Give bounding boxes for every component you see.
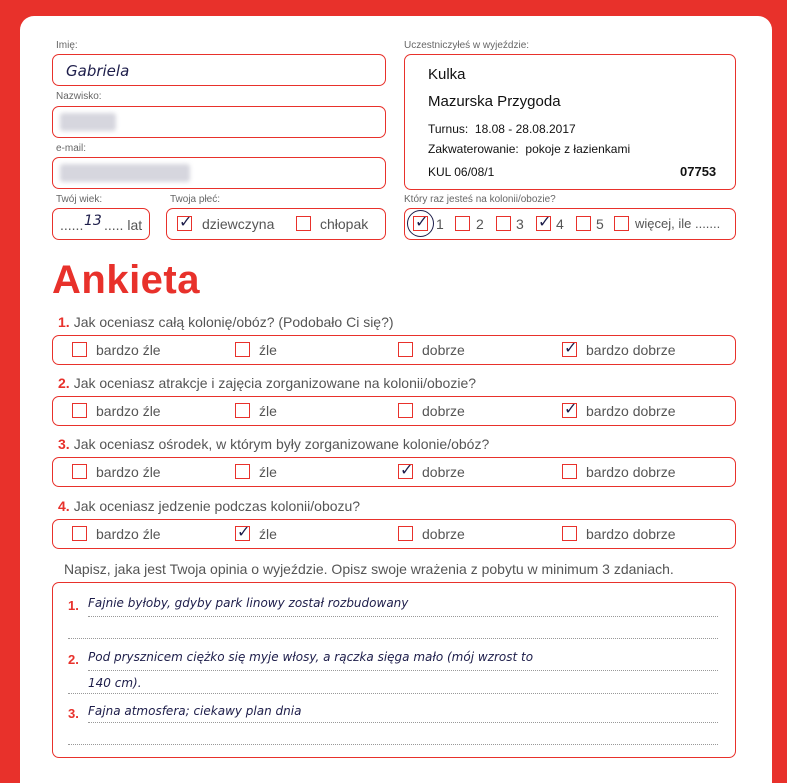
question-text: Jak oceniasz całą kolonię/obóz? (Podobało Ci się?) (73, 314, 394, 330)
times-2-label: 2 (476, 216, 484, 232)
rating-checkbox-q4-3[interactable] (398, 526, 413, 541)
gender-boy-checkbox[interactable] (296, 216, 311, 231)
gender-label: Twoja płeć: (170, 194, 221, 205)
survey-title: Ankieta (52, 258, 200, 302)
trip-turnus (428, 122, 576, 136)
gender-girl-checkbox[interactable] (177, 212, 193, 231)
times-4-label: 4 (556, 216, 564, 232)
rating-label: bardzo źle (96, 403, 161, 419)
rating-checkbox-q1-2[interactable] (235, 342, 250, 357)
question-2 (58, 375, 476, 391)
question-4 (58, 498, 360, 514)
question-number: 1. (58, 314, 70, 330)
opinion-rule (88, 670, 718, 671)
opinion-line-3-number: 3. (68, 706, 79, 721)
rating-checkbox-q2-1[interactable] (72, 403, 87, 418)
rating-label: bardzo dobrze (586, 526, 676, 542)
turnus-value: 18.08 - 28.08.2017 (474, 122, 576, 136)
opinion-line-1-number: 1. (68, 598, 79, 613)
tick-mark: ✓ (564, 399, 578, 418)
rating-label: dobrze (422, 464, 465, 480)
question-3 (58, 436, 489, 452)
times-2-checkbox[interactable] (455, 216, 470, 231)
email-label: e-mail: (56, 143, 87, 154)
times-5-label: 5 (596, 216, 604, 232)
times-5-checkbox[interactable] (576, 216, 591, 231)
trip-number: 07753 (680, 164, 717, 179)
question-number: 3. (58, 436, 70, 452)
rating-checkbox-q2-3[interactable] (398, 403, 413, 418)
times-more-checkbox[interactable] (614, 216, 629, 231)
trip-label: Uczestniczyłeś w wyjeździe: (404, 40, 530, 51)
rating-checkbox-q1-1[interactable] (72, 342, 87, 357)
rating-checkbox-q1-4[interactable] (562, 338, 578, 357)
rating-label: źle (259, 526, 277, 542)
rating-checkbox-q4-2[interactable] (235, 522, 251, 541)
opinion-line-2-number: 2. (68, 652, 79, 667)
tick-mark: ✓ (179, 212, 193, 231)
rating-checkbox-q2-2[interactable] (235, 403, 250, 418)
opinion-rule (88, 722, 718, 723)
rating-label: bardzo źle (96, 526, 161, 542)
tick-mark: ✓ (400, 460, 414, 479)
trip-code: KUL 06/08/1 (428, 165, 495, 179)
rating-checkbox-q3-3[interactable] (398, 460, 414, 479)
gender-girl-label: dziewczyna (202, 216, 275, 232)
age-value: 13 (84, 213, 102, 229)
tick-mark: ✓ (237, 522, 251, 541)
opinion-prompt: Napisz, jaka jest Twoja opinia o wyjeździe. Opisz swoje wrażenia z pobytu w minimum 3 zdaniach. (64, 561, 674, 577)
rating-checkbox-q3-4[interactable] (562, 464, 577, 479)
rating-label: bardzo źle (96, 342, 161, 358)
opinion-line-3-text: Fajna atmosfera; ciekawy plan dnia (88, 704, 302, 718)
opinion-rule (68, 638, 718, 639)
opinion-rule (68, 693, 718, 694)
question-text: Jak oceniasz jedzenie podczas kolonii/obozu? (73, 498, 361, 514)
opinion-line-1-text: Fajnie byłoby, gdyby park linowy został rozbudowany (88, 596, 409, 610)
rating-label: źle (259, 403, 277, 419)
rating-label: dobrze (422, 342, 465, 358)
age-label: Twój wiek: (56, 194, 103, 205)
opinion-line-2-text: Pod prysznicem ciężko się myje włosy, a rączka sięga mało (mój wzrost to (88, 650, 534, 664)
opinion-rule (68, 744, 718, 745)
opinion-rule (88, 616, 718, 617)
last-name-label: Nazwisko: (56, 91, 102, 102)
rating-checkbox-q4-4[interactable] (562, 526, 577, 541)
question-number: 4. (58, 498, 70, 514)
times-1-label: 1 (436, 216, 444, 232)
first-name-value: Gabriela (66, 62, 130, 80)
tick-mark: ✓ (538, 212, 552, 231)
rating-checkbox-q2-4[interactable] (562, 399, 578, 418)
times-label: Który raz jesteś na kolonii/obozie? (404, 194, 556, 205)
first-name-label: Imię: (56, 40, 78, 51)
question-text: Jak oceniasz ośrodek, w którym były zorganizowane kolonie/obóz? (73, 436, 490, 452)
rating-label: dobrze (422, 403, 465, 419)
rating-label: źle (259, 464, 277, 480)
rating-label: bardzo dobrze (586, 342, 676, 358)
times-more-label: więcej, ile ....... (635, 216, 721, 231)
rating-checkbox-q1-3[interactable] (398, 342, 413, 357)
tick-mark: ✓ (564, 338, 578, 357)
question-1 (58, 314, 394, 330)
opinion-line-2-cont: 140 cm). (88, 676, 142, 690)
gender-boy-label: chłopak (320, 216, 369, 232)
age-prefix: ...... (60, 217, 84, 233)
times-4-checkbox[interactable] (536, 212, 552, 231)
rating-label: bardzo dobrze (586, 403, 676, 419)
lodging-value: pokoje z łazienkami (525, 142, 631, 156)
trip-camp-name: Mazurska Przygoda (428, 93, 561, 110)
circle-mark-icon (407, 210, 434, 237)
rating-label: dobrze (422, 526, 465, 542)
times-3-checkbox[interactable] (496, 216, 511, 231)
question-text: Jak oceniasz atrakcje i zajęcia zorganizowane na kolonii/obozie? (73, 375, 477, 391)
rating-checkbox-q3-2[interactable] (235, 464, 250, 479)
times-3-label: 3 (516, 216, 524, 232)
rating-checkbox-q3-1[interactable] (72, 464, 87, 479)
turnus-label: Turnus: (428, 122, 469, 136)
rating-label: bardzo dobrze (586, 464, 676, 480)
redacted-email (60, 164, 190, 182)
lodging-label: Zakwaterowanie: (428, 142, 519, 156)
redacted-last-name (60, 113, 116, 131)
rating-checkbox-q4-1[interactable] (72, 526, 87, 541)
trip-lodging (428, 142, 630, 156)
trip-company: Kulka (428, 66, 466, 83)
question-number: 2. (58, 375, 70, 391)
rating-label: źle (259, 342, 277, 358)
age-suffix: ..... lat (104, 217, 143, 233)
rating-label: bardzo źle (96, 464, 161, 480)
tick-mark: ✓ (415, 212, 429, 231)
